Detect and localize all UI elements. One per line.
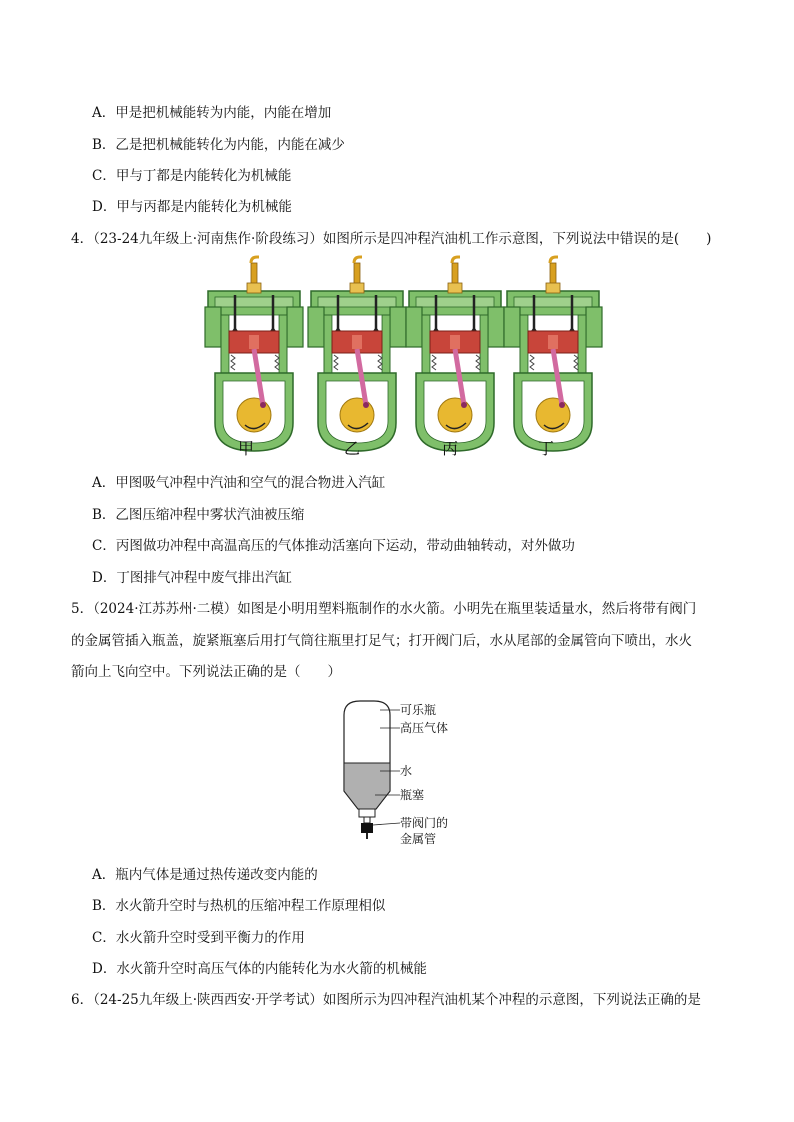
label-bottle: 可乐瓶 [400,703,437,717]
engine-label-yi: 乙 [344,439,361,458]
q3-option-d: D．甲与丙都是内能转化为机械能 [92,199,292,215]
label-stopper: 瓶塞 [400,788,425,802]
q5-option-a: A．瓶内气体是通过热传递改变内能的 [92,867,318,883]
label-tube-line-1: 带阀门的 [400,816,449,830]
water-region [344,763,390,809]
q5-stem-line-2: 的金属管插入瓶盖，旋紧瓶塞后用打气筒往瓶里打足气；打开阀门后，水从尾部的金属管向下喷出，水火 [71,633,692,649]
stopper [359,809,375,817]
q3-option-b: B．乙是把机械能转化为内能，内能在减少 [92,137,345,153]
q5-option-c: C．水火箭升空时受到平衡力的作用 [92,930,305,946]
q4-option-b: B．乙图压缩冲程中雾状汽油被压缩 [92,507,305,523]
four-stroke-engine-figure [200,255,620,455]
engine-jia [205,257,303,451]
q5-stem-line-1: 5．（2024·江苏苏州·二模）如图是小明用塑料瓶制作的水火箭。小明先在瓶里装适量水，然后将带有阀门 [71,601,697,617]
engine-label-bing: 丙 [442,439,459,458]
q5-option-d: D．水火箭升空时高压气体的内能转化为水火箭的机械能 [92,961,427,977]
q4-option-c: C．丙图做功冲程中高温高压的气体推动活塞向下运动，带动曲轴转动，对外做功 [92,538,575,554]
q5-option-b: B．水火箭升空时与热机的压缩冲程工作原理相似 [92,898,386,914]
q4-stem: 4．（23-24九年级上·河南焦作·阶段练习）如图所示是四冲程汽油机工作示意图，下列说法中错误的是( ) [71,231,712,247]
label-tube-line-2: 金属管 [400,832,437,846]
engine-bing [406,257,504,451]
engine-label-jia: 甲 [238,439,255,458]
q4-option-a: A．甲图吸气冲程中汽油和空气的混合物进入汽缸 [92,475,386,491]
engine-yi [308,257,406,451]
q6-stem: 6．（24-25九年级上·陕西西安·开学考试）如图所示为四冲程汽油机某个冲程的示意图，下列说法正确的是 [71,992,701,1008]
q3-option-a: A．甲是把机械能转为内能，内能在增加 [92,105,332,121]
q5-stem-line-3: 箭向上飞向空中。下列说法正确的是（ ） [71,664,341,680]
label-water: 水 [400,764,413,778]
engine-ding [504,257,602,451]
q4-option-d: D．丁图排气冲程中废气排出汽缸 [92,570,292,586]
label-gas: 高压气体 [400,721,449,735]
q3-option-c: C．甲与丁都是内能转化为机械能 [92,168,292,184]
valve [361,823,373,833]
engine-label-ding: 丁 [538,439,555,458]
